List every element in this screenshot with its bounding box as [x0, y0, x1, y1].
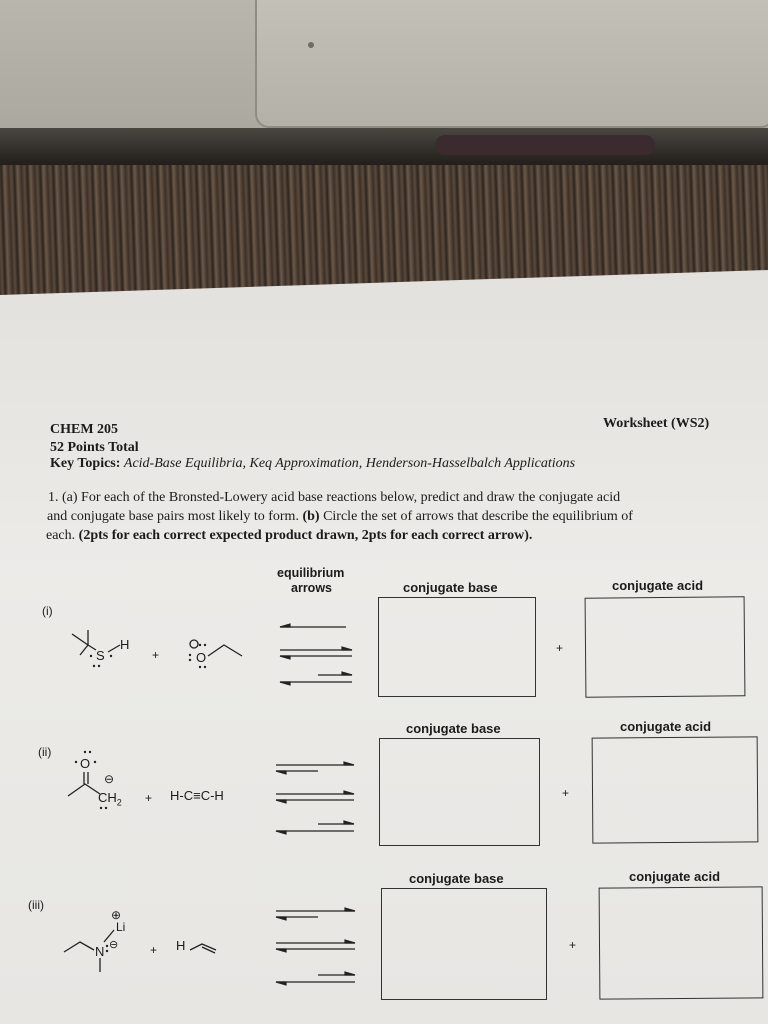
reaction-i-ethoxide-chain — [208, 645, 242, 656]
reaction-ii-ch: CH — [98, 790, 117, 805]
equilibrium-header: equilibrium — [277, 566, 345, 580]
reaction-iii-atom-n: N — [95, 944, 105, 959]
course-title: CHEM 205 — [50, 422, 119, 437]
reaction-ii-carbonyl — [84, 772, 88, 784]
reaction-ii-acid-label: conjugate acid — [620, 719, 712, 734]
reaction-iii-li-bond — [104, 930, 114, 942]
reaction-iii-arrow-equilibrium[interactable] — [276, 940, 355, 952]
reaction-i-atom-h: H — [120, 637, 130, 652]
reaction-i-reactants-plus: + — [152, 648, 160, 662]
question-line-2a: and conjugate base pairs most likely to form. — [47, 509, 299, 524]
reaction-iii-charge-pos: ⊕ — [111, 908, 122, 922]
reaction-ii-arrow-equilibrium[interactable] — [276, 791, 354, 803]
reaction-ii-alkyne: H-C≡C-H — [170, 788, 224, 803]
reaction-i-skeleton-2 — [80, 645, 88, 655]
reaction-ii-skeleton — [68, 784, 100, 796]
reaction-iii-atom-h: H — [176, 938, 186, 953]
reaction-ii-base-label: conjugate base — [406, 721, 501, 736]
reaction-iii-charge-neg: ⊖ — [109, 939, 119, 951]
question-line-3b: (2pts for each correct expected product drawn, 2pts for each correct arrow). — [78, 528, 533, 543]
reaction-i-arrow-favor-left[interactable] — [280, 672, 352, 685]
reaction-ii-products-plus: + — [562, 786, 570, 800]
key-topics-text: Acid-Base Equilibria, Keq Approximation, Henderson-Hasselbalch Applications — [123, 456, 576, 471]
reaction-iii-propene — [190, 944, 216, 953]
reaction-i-label: (i) — [42, 604, 53, 618]
question-line-3a: each. — [46, 528, 76, 543]
question-line-2b: (b) — [302, 509, 320, 524]
lone-pairs — [75, 644, 206, 952]
reaction-ii-reactants-plus: + — [145, 791, 153, 805]
reaction-i-acid-label: conjugate acid — [612, 578, 704, 593]
reaction-ii-arrow-favor-left[interactable] — [276, 821, 354, 834]
reaction-ii-atom-o: O — [80, 756, 91, 771]
reaction-iii-arrow-favor-right[interactable] — [276, 908, 355, 920]
reaction-iii-arrow-favor-left[interactable] — [276, 972, 355, 985]
reaction-iii-atom-li: Li — [116, 920, 126, 934]
reaction-iii-reactants-plus: + — [150, 943, 158, 957]
question-line-1: 1. (a) For each of the Bronsted-Lowery acid base reactions below, predict and draw the conjugate acid — [48, 490, 621, 505]
worksheet-id: Worksheet (WS2) — [603, 416, 710, 431]
reaction-i-atom-s: S — [96, 648, 105, 663]
reaction-ii-charge: ⊖ — [104, 772, 115, 786]
question-line-2c: Circle the set of arrows that describe the equilibrium of — [323, 509, 633, 524]
reaction-iii-base-label: conjugate base — [409, 871, 504, 886]
reaction-ii-arrow-favor-right[interactable] — [276, 762, 354, 774]
reaction-i-base-label: conjugate base — [403, 580, 498, 595]
reaction-iii-products-plus: + — [569, 938, 577, 952]
arrows-header: arrows — [291, 581, 332, 595]
key-topics-label: Key Topics: — [50, 456, 121, 471]
reaction-i-skeleton-4 — [108, 645, 120, 652]
reaction-i-skeleton-1 — [72, 634, 96, 650]
reaction-iii-acid-label: conjugate acid — [629, 869, 721, 884]
reaction-i-charge-circle — [190, 640, 198, 648]
reaction-i-arrow-equilibrium[interactable] — [280, 647, 352, 659]
reaction-ii-ch2-subscript: 2 — [116, 797, 122, 808]
reaction-iii-label: (iii) — [28, 898, 44, 912]
reaction-i-products-plus: + — [556, 641, 564, 655]
points-total: 52 Points Total — [50, 440, 139, 455]
reaction-i-atom-o: O — [196, 650, 207, 665]
reaction-iii-skeleton-1 — [64, 942, 94, 952]
reaction-i-arrow-left[interactable] — [280, 624, 346, 627]
reaction-ii-label: (ii) — [38, 745, 52, 759]
